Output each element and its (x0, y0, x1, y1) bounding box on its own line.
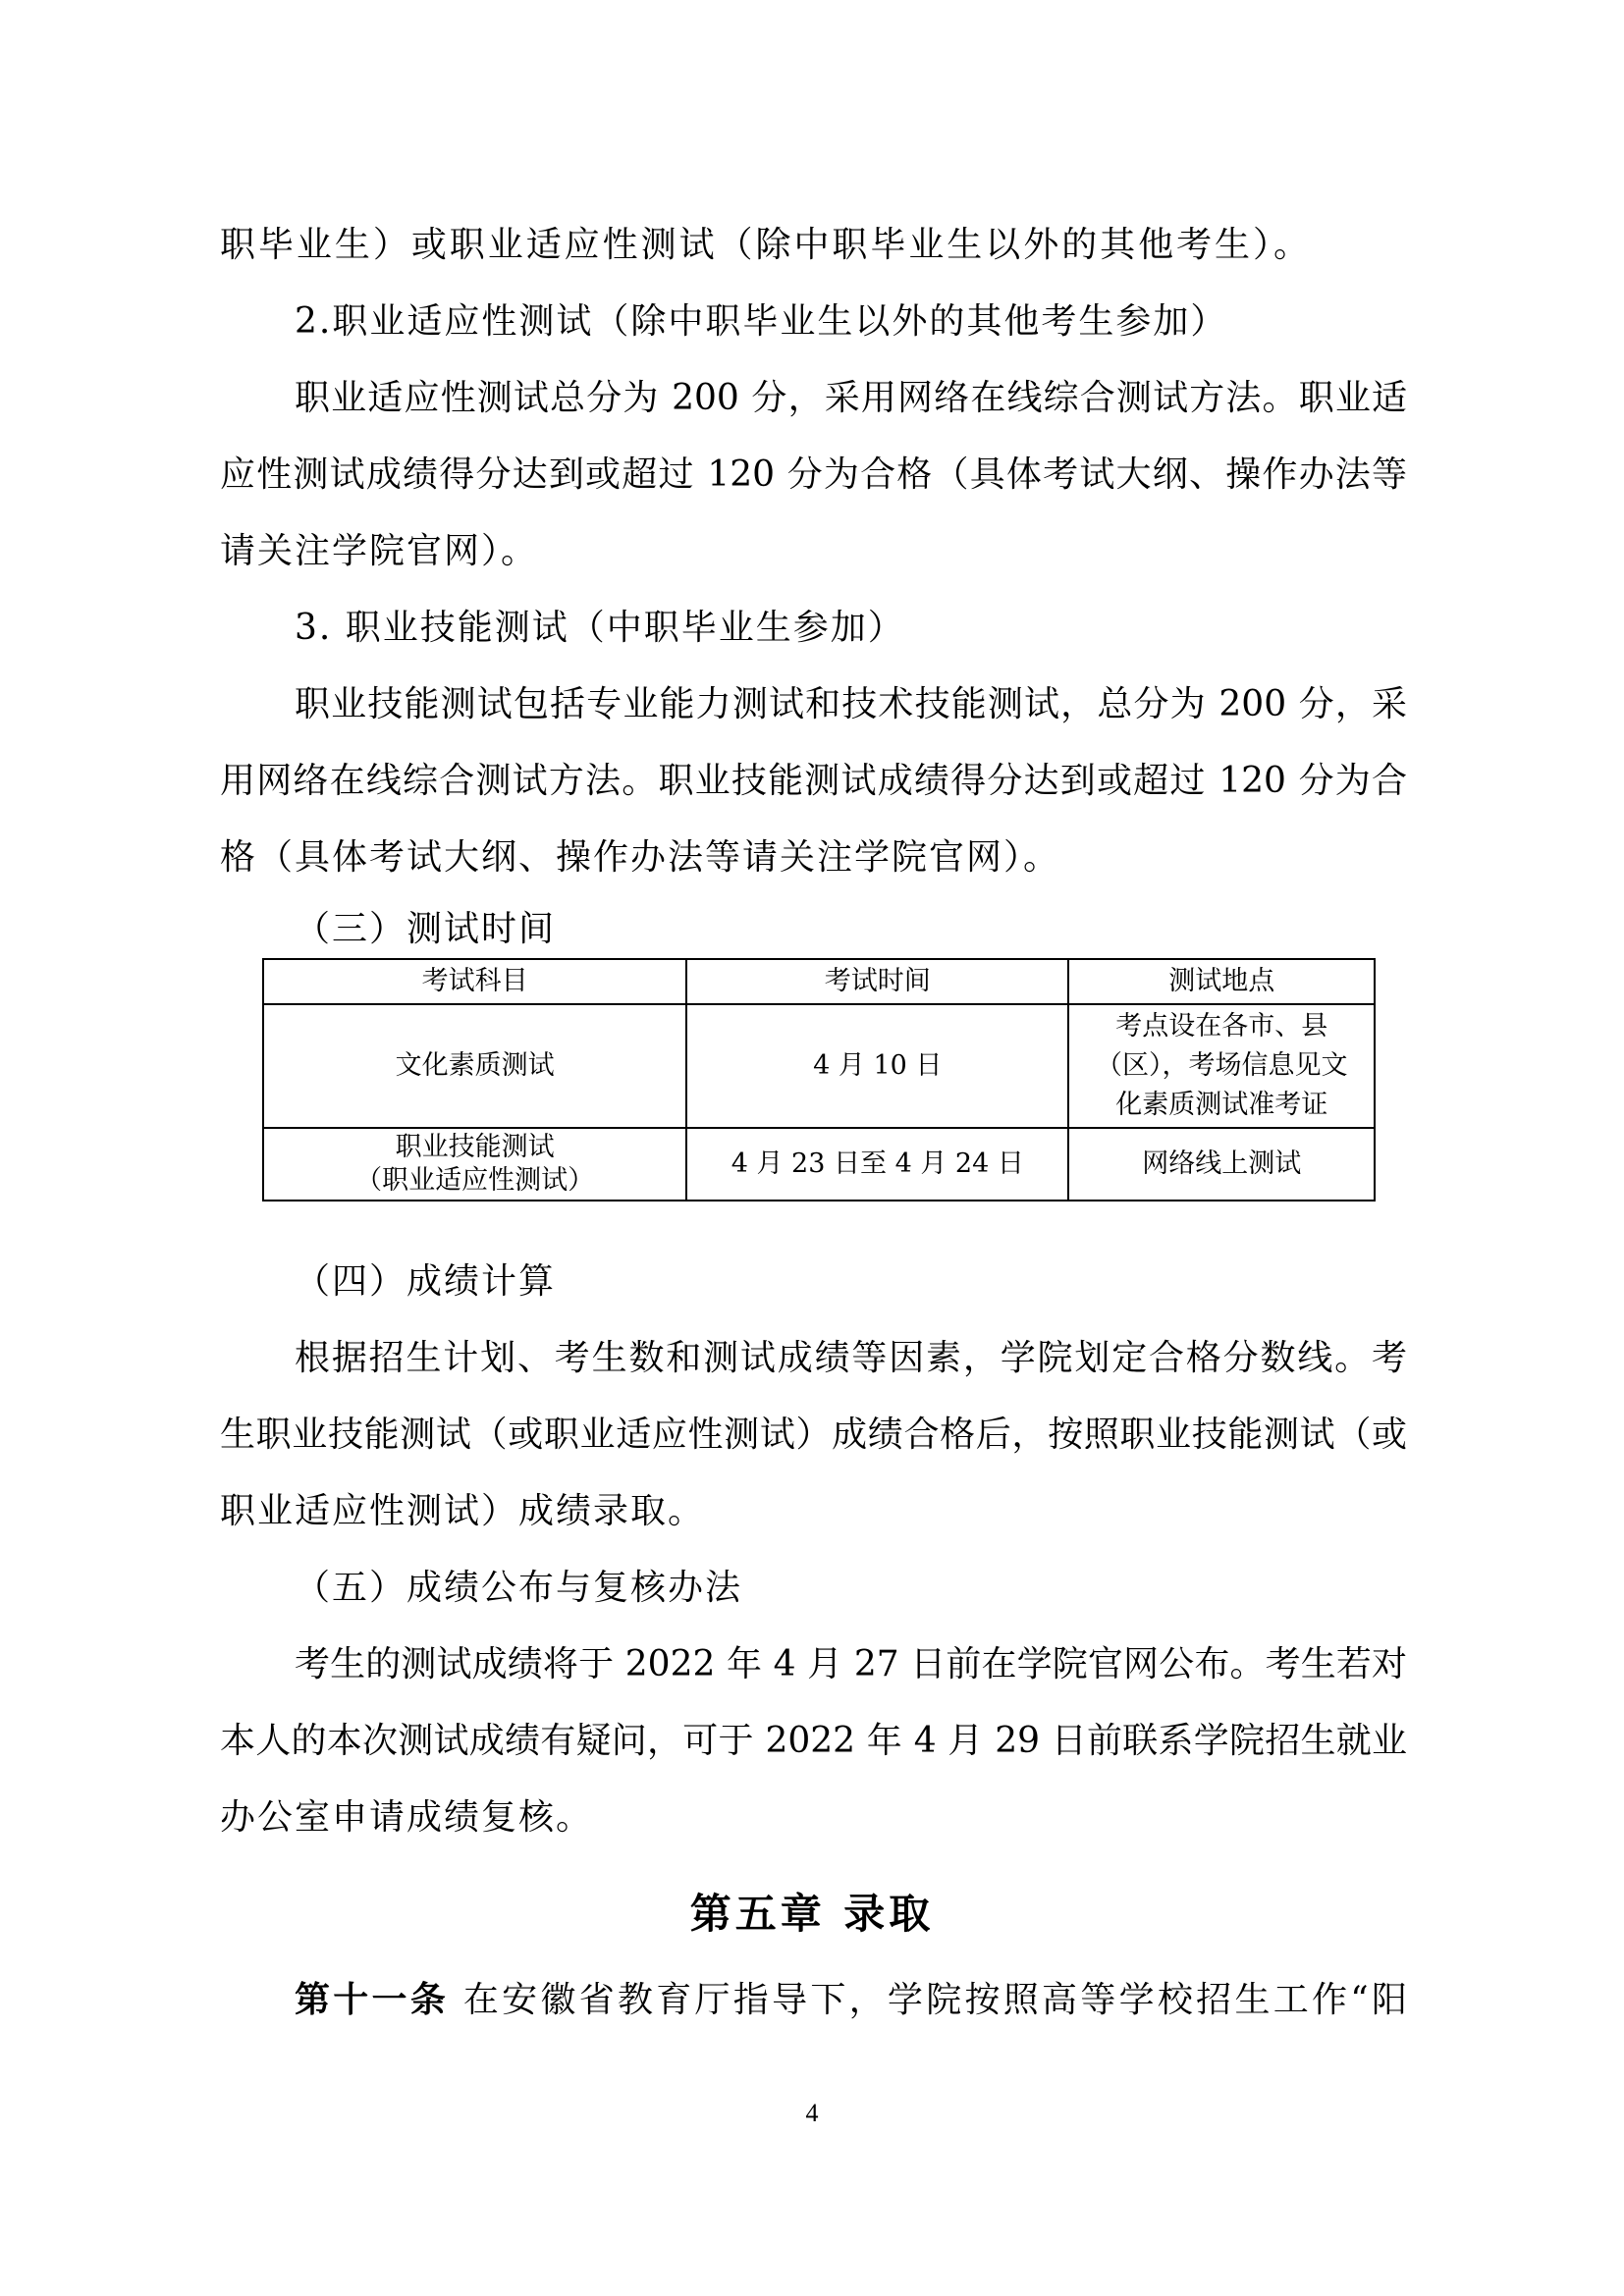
page-number: 4 (805, 2099, 819, 2127)
section-heading: （四）成绩计算 (295, 1261, 557, 1302)
table-header-cell: 考试时间 (686, 959, 1068, 1004)
table-cell-line: 职业技能测试 (395, 1132, 555, 1162)
table-cell-time: 4 月 10 日 (686, 1004, 1068, 1128)
section-item-heading: 2.职业适应性测试（除中职毕业生以外的其他考生参加） (295, 301, 1228, 342)
paragraph-line: 职业适应性测试总分为 200 分，采用网络在线综合测试方法。职业适 (295, 378, 1407, 418)
table-cell-line: 化素质测试准考证 (1115, 1090, 1328, 1120)
chapter-title: 第五章 录取 (689, 1890, 935, 1938)
paragraph-line: 生职业技能测试（或职业适应性测试）成绩合格后，按照职业技能测试（或 (220, 1415, 1407, 1455)
table-header-cell: 测试地点 (1068, 959, 1375, 1004)
table-cell-line: （职业适应性测试） (355, 1165, 595, 1196)
table-cell-line: 考点设在各市、县 (1115, 1011, 1328, 1041)
test-schedule-table (262, 958, 1376, 1201)
section-heading: （三）测试时间 (295, 909, 557, 949)
table-cell-place (1068, 1004, 1375, 1128)
paragraph-line: 职业适应性测试）成绩录取。 (220, 1491, 706, 1531)
article-line (295, 1976, 1407, 2025)
paragraph-line: 本人的本次测试成绩有疑问，可于 2022 年 4 月 29 日前联系学院招生就业 (220, 1721, 1407, 1761)
table-row (263, 1004, 1375, 1128)
paragraph-line: 根据招生计划、考生数和测试成绩等因素，学院划定合格分数线。考 (295, 1338, 1407, 1378)
paragraph-line: 职业技能测试包括专业能力测试和技术技能测试，总分为 200 分，采 (295, 684, 1407, 724)
table-header-row (263, 959, 1375, 1004)
table-cell-subject: 文化素质测试 (263, 1004, 686, 1128)
article-label: 第十一条 (295, 1980, 450, 2020)
section-item-heading: 3. 职业技能测试（中职毕业生参加） (295, 608, 905, 648)
article-text: 在安徽省教育厅指导下，学院按照高等学校招生工作“阳 (449, 1980, 1407, 2020)
paragraph-line: 办公室申请成绩复核。 (220, 1797, 594, 1838)
paragraph-line: 用网络在线综合测试方法。职业技能测试成绩得分达到或超过 120 分为合 (220, 761, 1407, 801)
table-header-cell: 考试科目 (263, 959, 686, 1004)
paragraph-line: 请关注学院官网）。 (220, 531, 539, 571)
section-heading: （五）成绩公布与复核办法 (295, 1568, 743, 1608)
table-cell-line: （区），考场信息见文 (1095, 1050, 1348, 1081)
paragraph-line: 考生的测试成绩将于 2022 年 4 月 27 日前在学院官网公布。考生若对 (295, 1644, 1407, 1684)
table-row (263, 1128, 1375, 1201)
paragraph-line: 职毕业生）或职业适应性测试（除中职毕业生以外的其他考生）。 (220, 225, 1309, 265)
paragraph-line: 格（具体考试大纲、操作办法等请关注学院官网）。 (220, 837, 1061, 878)
table-cell-place: 网络线上测试 (1068, 1128, 1375, 1201)
table-cell-time: 4 月 23 日至 4 月 24 日 (686, 1128, 1068, 1201)
table-cell-subject (263, 1128, 686, 1201)
paragraph-line: 应性测试成绩得分达到或超过 120 分为合格（具体考试大纲、操作办法等 (220, 454, 1407, 495)
